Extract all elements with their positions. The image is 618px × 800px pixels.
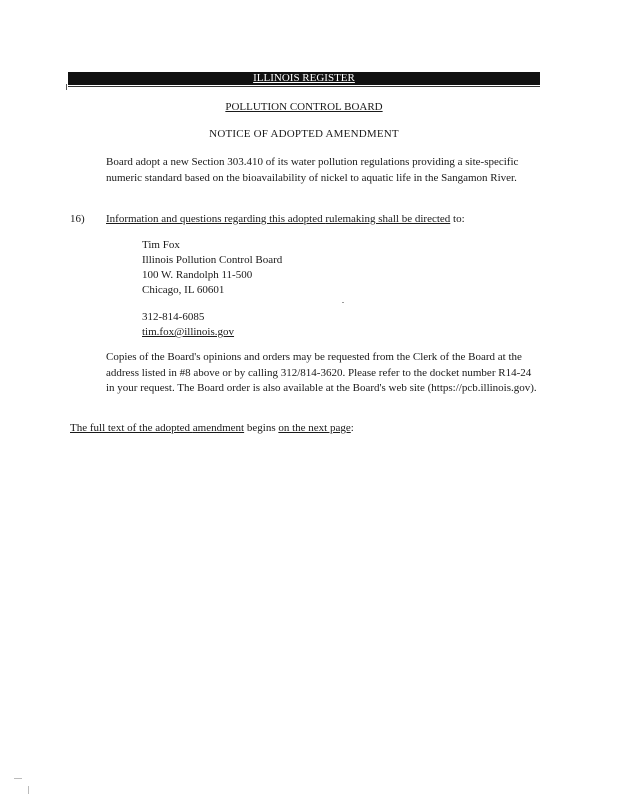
contact-street: 100 W. Randolph 11-500 (142, 269, 253, 281)
closing-part-1: The full text of the adopted (70, 422, 193, 434)
register-title: ILLINOIS REGISTER (253, 72, 355, 84)
notice-title: NOTICE OF ADOPTED AMENDMENT (209, 128, 399, 140)
board-name: POLLUTION CONTROL BOARD (225, 101, 383, 113)
contact-phone: 312-814-6085 (142, 311, 205, 323)
contact-address-block (142, 238, 282, 298)
scan-speck (14, 778, 22, 779)
contact-email[interactable]: tim.fox@illinois.gov (142, 326, 235, 338)
item-16-suffix: to: (450, 213, 465, 225)
scan-speck (28, 786, 29, 794)
closing-part-4: on the next page (278, 422, 351, 434)
register-header-bar (68, 72, 540, 85)
header-rule (68, 86, 540, 87)
header-tick-mark (66, 84, 67, 90)
closing-part-3: begins (244, 422, 279, 434)
scan-speck (342, 302, 344, 303)
item-16-text (106, 213, 546, 225)
amendment-description: Board adopt a new Section 303.410 of its water pollution regulations providing a site-specific numeric standard based on the bioavailability of nickel to aquatic life in the Sangamon River. (106, 156, 519, 184)
closing-line (70, 422, 354, 434)
item-16-prefix: Information and questions regarding this adopted (106, 213, 326, 225)
copies-paragraph: Copies of the Board's opinions and orders may be requested from the Clerk of the Board at the address listed in #8 above or by calling 312/814-3620. Please refer to the docket number R14-24 in your request. The Board order is also available at the Board's web site (https://pcb.illinois.gov). (106, 351, 537, 394)
closing-part-5: : (350, 422, 354, 434)
closing-part-2: amendment (192, 422, 245, 434)
contact-city: Chicago, IL 60601 (142, 284, 225, 296)
item-number: 16) (70, 213, 85, 225)
contact-organization: Illinois Pollution Control Board (142, 254, 283, 266)
item-16-underlined: rulemaking shall be directed (325, 213, 451, 225)
contact-name: Tim Fox (142, 239, 180, 251)
contact-details-block (142, 310, 234, 340)
